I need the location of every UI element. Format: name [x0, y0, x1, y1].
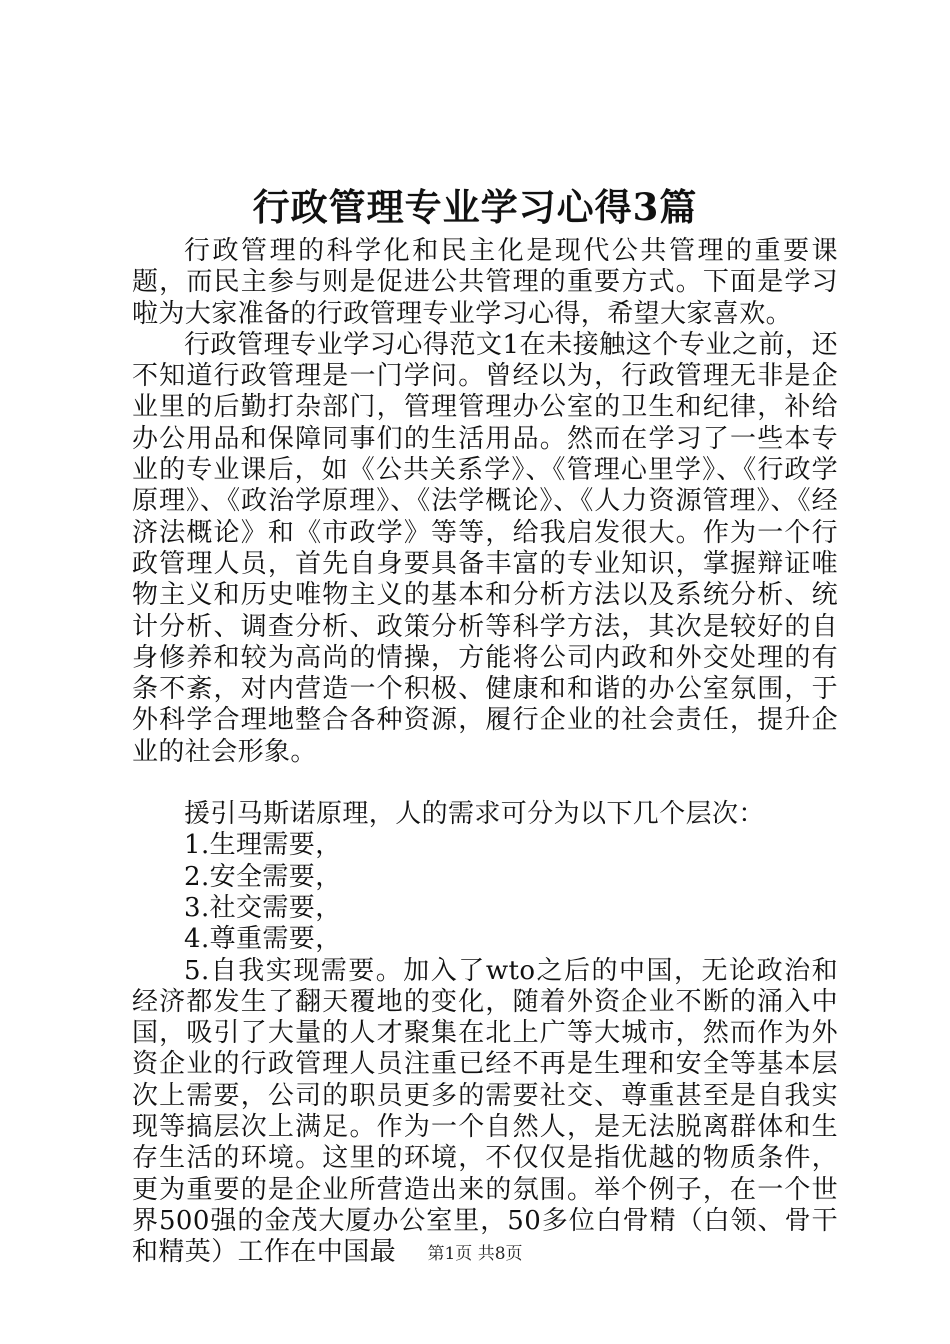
essay-paragraph: 行政管理专业学习心得范文1在未接触这个专业之前，还不知道行政管理是一门学问。曾经以为，行政管理无非是企业里的后勤打杂部门，管理管理办公室的卫生和纪律，补给办公用品和保障同事们的生活用品。然而在学习了一些本专业的专业课后，如《公共关系学》、《管理心里学》、《行政学原理》、《政治学原理》、《法学概论》、《人力资源管理》、《经济法概论》和《市政学》等等，给我启发很大。作为一个行政管理人员，首先自身要具备丰富的专业知识，掌握辩证唯物主义和历史唯物主义的基本和分析方法以及系统分析、统计分析、调查分析、政策分析等科学方法，其次是较好的自身修养和较为高尚的情操，方能将公司内政和外交处理的有条不紊，对内营造一个积极、健康和和谐的办公室氛围，于外科学合理地整合各种资源，履行企业的社会责任，提升企业的社会形象。 — [132, 329, 838, 767]
final-paragraph: 5.自我实现需要。加入了wto之后的中国，无论政治和经济都发生了翻天覆地的变化，随着外资企业不断的涌入中国，吸引了大量的人才聚集在北上广等大城市，然而作为外资企业的行政管理人员注重已经不再是生理和安全等基本层次上需要，公司的职员更多的需要社交、尊重甚至是自我实现等搞层次上满足。作为一个自然人，是无法脱离群体和生存生活的环境。这里的环境，不仅仅是指优越的物质条件，更为重要的是企业所营造出来的氛围。举个例子，在一个世界500强的金茂大厦办公室里，50多位白骨精（白领、骨干和精英）工作在中国最 — [132, 955, 838, 1268]
list-item: 3.社交需要， — [184, 892, 342, 923]
document-body — [132, 236, 838, 1269]
document-title: 行政管理专业学习心得3篇 — [252, 185, 698, 229]
list-item: 2.安全需要， — [184, 861, 342, 892]
list-intro: 援引马斯诺原理，人的需求可分为以下几个层次： — [184, 799, 765, 830]
list-item: 1.生理需要， — [184, 830, 342, 861]
list-item: 4.尊重需要， — [184, 924, 342, 955]
intro-paragraph: 行政管理的科学化和民主化是现代公共管理的重要课题，而民主参与则是促进公共管理的重要方式。下面是学习啦为大家准备的行政管理专业学习心得，希望大家喜欢。 — [132, 236, 838, 329]
page-footer: 第1页 共8页 — [427, 1244, 523, 1264]
paragraph-gap — [132, 768, 838, 799]
